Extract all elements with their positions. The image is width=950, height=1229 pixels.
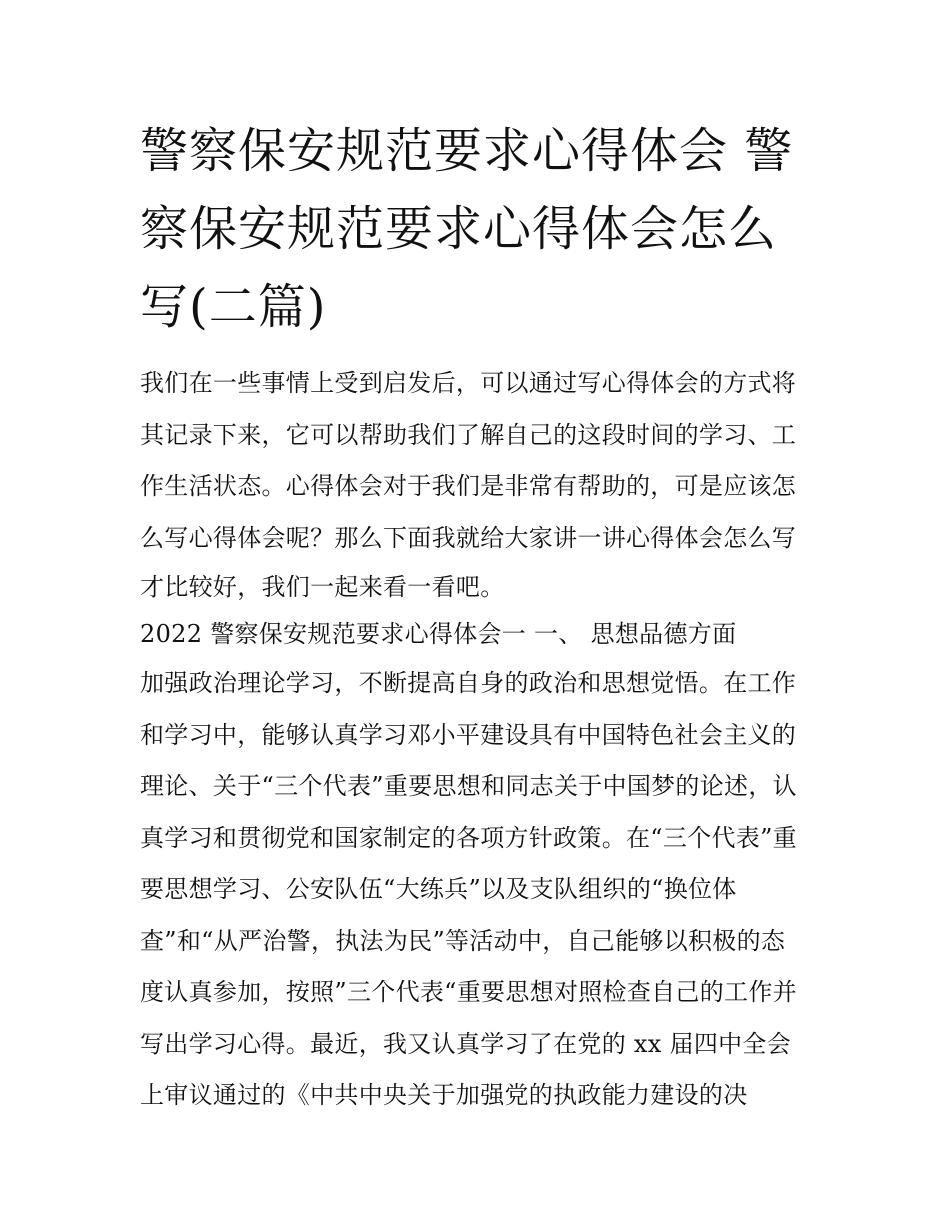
section-paragraph-line: 理论、关于“三个代表”重要思想和同志关于中国梦的论述，认 [140, 772, 797, 800]
document-title [140, 112, 820, 346]
section-paragraph-line: 和学习中，能够认真学习邓小平建设具有中国特色社会主义的 [140, 720, 797, 749]
title-line: 写(二篇) [140, 279, 327, 335]
title-line: 察保安规范要求心得体会怎么 [140, 201, 778, 257]
intro-paragraph-line: 作生活状态。心得体会对于我们是非常有帮助的，可是应该怎 [140, 472, 797, 500]
intro-paragraph-line: 么写心得体会呢？那么下面我就给大家讲一讲心得体会怎么写 [140, 523, 797, 552]
intro-paragraph-line: 我们在一些事情上受到启发后，可以通过写心得体会的方式将 [140, 369, 797, 397]
section-paragraph-line: 度认真参加，按照”三个代表“重要思想对照检查自己的工作并 [140, 978, 797, 1006]
section-paragraph-line: 上审议通过的《中共中央关于加强党的执政能力建设的决 [140, 1081, 748, 1109]
document-body [140, 358, 820, 1122]
intro-paragraph-line: 其记录下来，它可以帮助我们了解自己的这段时间的学习、工 [140, 420, 797, 449]
section-paragraph-line: 查”和“从严治警，执法为民”等活动中，自己能够以积极的态 [140, 926, 786, 955]
section-paragraph-line: 写出学习心得。最近，我又认真学习了在党的 xx 届四中全会 [140, 1029, 792, 1058]
section-paragraph-line: 加强政治理论学习，不断提高自身的政治和思想觉悟。在工作 [140, 669, 797, 697]
section-paragraph-line: 真学习和贯彻党和国家制定的各项方针政策。在“三个代表”重 [140, 823, 797, 852]
intro-paragraph-line: 才比较好，我们一起来看一看吧。 [140, 573, 505, 601]
title-line: 警察保安规范要求心得体会 警 [140, 123, 794, 179]
section-paragraph-line: 要思想学习、公安队伍“大练兵”以及支队组织的“换位体 [140, 875, 737, 903]
section-heading: 2022 警察保安规范要求心得体会一 一、 思想品德方面 [140, 620, 737, 648]
